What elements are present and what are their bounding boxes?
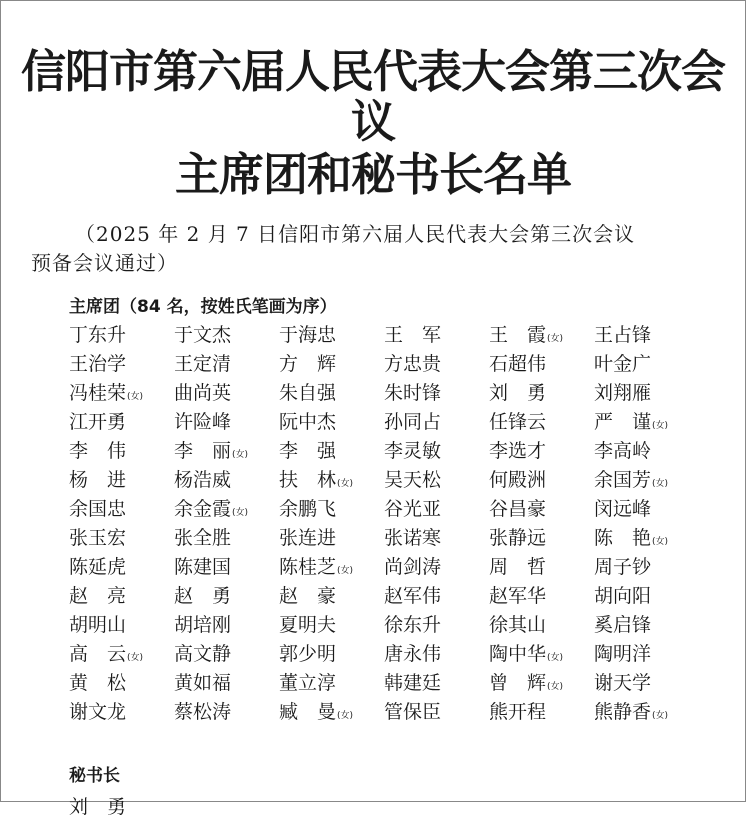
female-mark: (女) [337, 565, 354, 576]
member-name [594, 582, 699, 611]
member-name [69, 495, 174, 524]
member-name [384, 524, 489, 553]
member-name-text: 尚剑涛 [384, 555, 442, 578]
member-name-text: 黄 松 [69, 671, 127, 694]
secretary-heading: 秘书长 [69, 765, 120, 786]
member-name [594, 524, 699, 553]
member-name [489, 466, 594, 495]
member-name-text: 陈建国 [174, 555, 232, 578]
member-name-text: 赵军伟 [384, 584, 442, 607]
member-name-text: 谷光亚 [384, 497, 442, 520]
member-name-text: 赵军华 [489, 584, 547, 607]
member-name [69, 698, 174, 727]
member-name-text: 张连进 [279, 526, 337, 549]
member-name [174, 553, 279, 582]
member-name [69, 669, 174, 698]
member-name-text: 任锋云 [489, 410, 547, 433]
member-name-text: 胡向阳 [594, 584, 652, 607]
member-name [594, 466, 699, 495]
member-name-text: 余国芳 [594, 468, 652, 491]
member-name-text: 徐其山 [489, 613, 547, 636]
member-name [69, 379, 174, 408]
member-name [489, 582, 594, 611]
member-name-text: 张诺寒 [384, 526, 442, 549]
member-name-text: 赵 勇 [174, 584, 232, 607]
member-name [384, 698, 489, 727]
member-name [69, 437, 174, 466]
member-name [279, 698, 384, 727]
member-name [594, 350, 699, 379]
member-name [174, 466, 279, 495]
member-name [594, 553, 699, 582]
member-name [384, 321, 489, 350]
member-name-text: 张全胜 [174, 526, 232, 549]
member-name [489, 640, 594, 669]
member-name-text: 陶中华 [489, 642, 547, 665]
member-name-text: 陈 艳 [594, 526, 652, 549]
member-name-text: 王 霞 [489, 323, 547, 346]
female-mark: (女) [127, 652, 144, 663]
member-name-text: 胡明山 [69, 613, 127, 636]
member-name-text: 余鹏飞 [279, 497, 337, 520]
member-name [174, 524, 279, 553]
female-mark: (女) [652, 536, 669, 547]
member-name-text: 方 辉 [279, 352, 337, 375]
member-name [279, 466, 384, 495]
member-name [489, 553, 594, 582]
member-name [174, 495, 279, 524]
member-name [489, 495, 594, 524]
member-name-text: 熊静香 [594, 700, 652, 723]
member-name [384, 553, 489, 582]
member-name-text: 叶金广 [594, 352, 652, 375]
female-mark: (女) [547, 681, 564, 692]
member-name-text: 王 军 [384, 323, 442, 346]
member-name-text: 冯桂荣 [69, 381, 127, 404]
member-name [384, 408, 489, 437]
member-name [279, 379, 384, 408]
member-name [279, 437, 384, 466]
member-name-text: 闵远峰 [594, 497, 652, 520]
title-line-1: 信阳市第六届人民代表大会第三次会议 [20, 45, 725, 148]
member-name-text: 张静远 [489, 526, 547, 549]
member-name-text: 陈延虎 [69, 555, 127, 578]
member-name [69, 553, 174, 582]
member-name [489, 408, 594, 437]
member-name [174, 321, 279, 350]
member-name [384, 669, 489, 698]
female-mark: (女) [652, 478, 669, 489]
member-name-text: 阮中杰 [279, 410, 337, 433]
member-name [279, 321, 384, 350]
female-mark: (女) [652, 710, 669, 721]
member-name [279, 611, 384, 640]
member-name-text: 李 丽 [174, 439, 232, 462]
member-name-text: 李灵敏 [384, 439, 442, 462]
member-name-text: 蔡松涛 [174, 700, 232, 723]
member-name [594, 611, 699, 640]
female-mark: (女) [232, 449, 249, 460]
member-name [594, 408, 699, 437]
member-name [384, 350, 489, 379]
secretary-name: 刘 勇 [69, 795, 127, 818]
adoption-note-line-1: （2025 年 2 月 7 日信阳市第六届人民代表大会第三次会议 [75, 221, 636, 246]
member-name [384, 640, 489, 669]
member-name [69, 408, 174, 437]
member-name-text: 孙同占 [384, 410, 442, 433]
member-name [279, 640, 384, 669]
member-name [174, 582, 279, 611]
member-name-text: 李选才 [489, 439, 547, 462]
member-name [69, 466, 174, 495]
member-name-text: 赵 豪 [279, 584, 337, 607]
member-name-text: 管保臣 [384, 700, 442, 723]
member-name-text: 胡培刚 [174, 613, 232, 636]
member-name-text: 陶明洋 [594, 642, 652, 665]
member-name-text: 徐东升 [384, 613, 442, 636]
member-name [594, 640, 699, 669]
member-name [279, 408, 384, 437]
member-name-text: 韩建廷 [384, 671, 442, 694]
member-name [489, 611, 594, 640]
member-name [489, 437, 594, 466]
member-name [279, 350, 384, 379]
member-name [594, 669, 699, 698]
member-name [279, 495, 384, 524]
female-mark: (女) [232, 507, 249, 518]
member-name-text: 王占锋 [594, 323, 652, 346]
member-name [489, 669, 594, 698]
member-name-text: 周 哲 [489, 555, 547, 578]
member-name [489, 350, 594, 379]
member-name [279, 669, 384, 698]
member-name [384, 379, 489, 408]
member-name-text: 唐永伟 [384, 642, 442, 665]
member-name [279, 553, 384, 582]
member-name [69, 350, 174, 379]
female-mark: (女) [547, 333, 564, 344]
member-name [594, 495, 699, 524]
member-name [384, 437, 489, 466]
member-name-text: 李高岭 [594, 439, 652, 462]
female-mark: (女) [547, 652, 564, 663]
member-name-text: 何殿洲 [489, 468, 547, 491]
female-mark: (女) [337, 710, 354, 721]
female-mark: (女) [337, 478, 354, 489]
member-name [69, 640, 174, 669]
member-name-text: 王治学 [69, 352, 127, 375]
member-name [174, 611, 279, 640]
member-name [489, 698, 594, 727]
member-name [174, 379, 279, 408]
member-name [279, 524, 384, 553]
presidium-member-list [69, 321, 745, 727]
member-name [594, 437, 699, 466]
member-name [174, 350, 279, 379]
member-name-text: 杨浩威 [174, 468, 232, 491]
member-name-text: 臧 曼 [279, 700, 337, 723]
presidium-heading: 主席团（84 名，按姓氏笔画为序） [69, 296, 337, 317]
member-name-text: 陈桂芝 [279, 555, 337, 578]
member-name-text: 吴天松 [384, 468, 442, 491]
member-name-text: 丁东升 [69, 323, 127, 346]
member-name-text: 朱时锋 [384, 381, 442, 404]
member-name-text: 方忠贵 [384, 352, 442, 375]
member-name [69, 582, 174, 611]
member-name-text: 谢天学 [594, 671, 652, 694]
female-mark: (女) [652, 420, 669, 431]
member-name-text: 许险峰 [174, 410, 232, 433]
member-name-text: 熊开程 [489, 700, 547, 723]
member-name-text: 扶 林 [279, 468, 337, 491]
member-name-text: 于文杰 [174, 323, 232, 346]
member-name-text: 朱自强 [279, 381, 337, 404]
member-name-text: 杨 进 [69, 468, 127, 491]
member-name-text: 郭少明 [279, 642, 337, 665]
member-name-text: 谢文龙 [69, 700, 127, 723]
member-name-text: 奚启锋 [594, 613, 652, 636]
member-name [384, 466, 489, 495]
member-name [174, 408, 279, 437]
member-name-text: 李 伟 [69, 439, 127, 462]
member-name-text: 赵 亮 [69, 584, 127, 607]
member-name [384, 582, 489, 611]
member-name [174, 437, 279, 466]
member-name [489, 524, 594, 553]
member-name-text: 李 强 [279, 439, 337, 462]
member-name [174, 698, 279, 727]
member-name [594, 379, 699, 408]
member-name-text: 江开勇 [69, 410, 127, 433]
member-name-text: 曾 辉 [489, 671, 547, 694]
member-name [594, 321, 699, 350]
member-name-text: 夏明夫 [279, 613, 337, 636]
member-name-text: 董立淳 [279, 671, 337, 694]
member-name-text: 张玉宏 [69, 526, 127, 549]
member-name [69, 321, 174, 350]
member-name-text: 谷昌豪 [489, 497, 547, 520]
member-name-text: 黄如福 [174, 671, 232, 694]
member-name [384, 495, 489, 524]
title-line-2: 主席团和秘书长名单 [174, 148, 571, 201]
member-name-text: 于海忠 [279, 323, 337, 346]
member-name [489, 379, 594, 408]
member-name [174, 640, 279, 669]
member-name [69, 524, 174, 553]
member-name [384, 611, 489, 640]
member-name-text: 余金霞 [174, 497, 232, 520]
member-name [279, 582, 384, 611]
member-name [594, 698, 699, 727]
member-name-text: 曲尚英 [174, 381, 232, 404]
member-name-text: 严 谨 [594, 410, 652, 433]
member-name-text: 高 云 [69, 642, 127, 665]
member-name-text: 刘 勇 [489, 381, 547, 404]
member-name [174, 669, 279, 698]
member-name-text: 余国忠 [69, 497, 127, 520]
member-name-text: 高文静 [174, 642, 232, 665]
member-name [489, 321, 594, 350]
member-name-text: 石超伟 [489, 352, 547, 375]
member-name-text: 周子钞 [594, 555, 652, 578]
member-name-text: 刘翔雁 [594, 381, 652, 404]
female-mark: (女) [127, 391, 144, 402]
adoption-note-line-2: 预备会议通过） [31, 250, 178, 275]
member-name [69, 611, 174, 640]
adoption-note [1, 220, 745, 278]
member-name-text: 王定清 [174, 352, 232, 375]
